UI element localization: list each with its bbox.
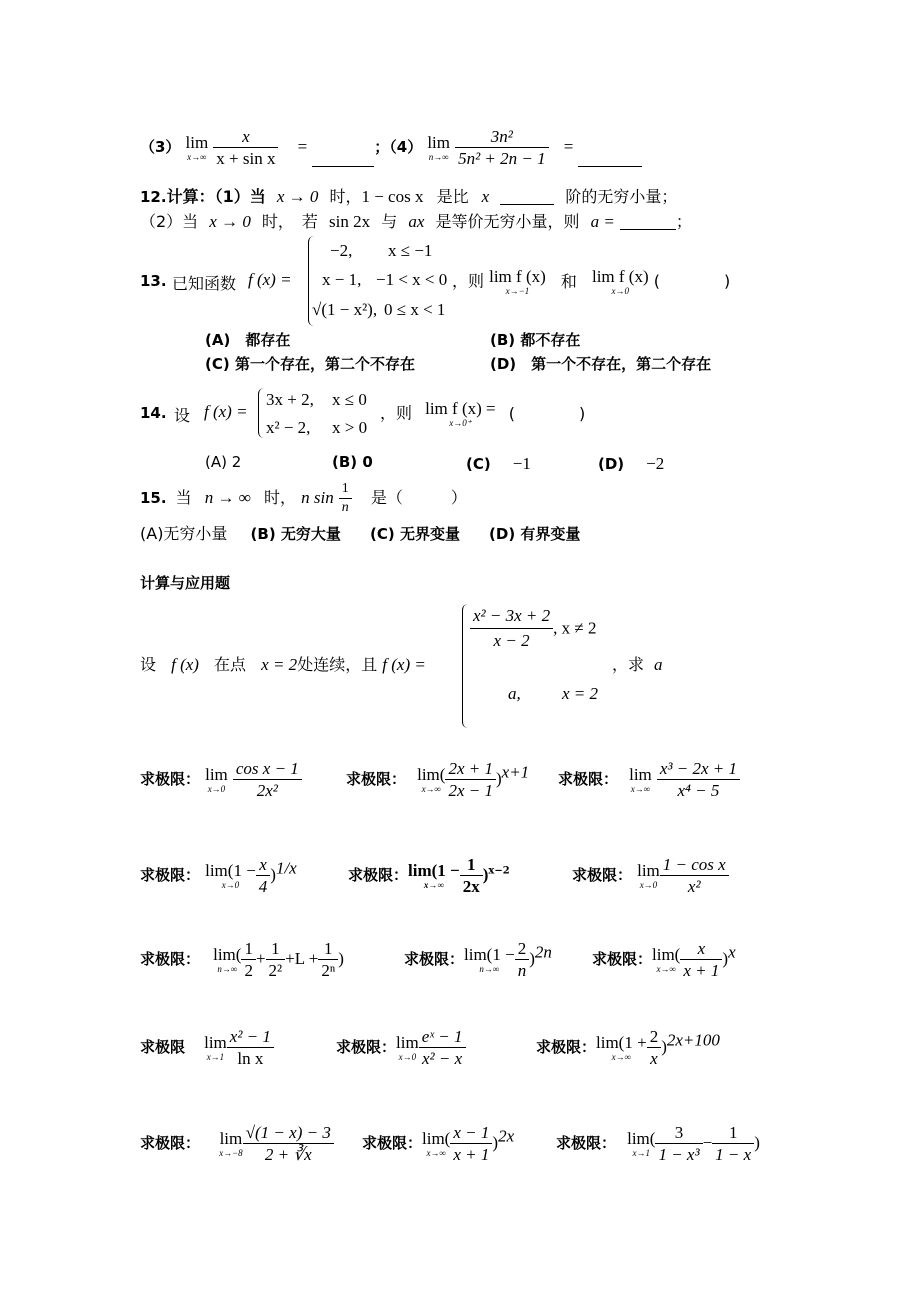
limit: lim x→0 [205,764,228,794]
fraction: $\frac{\text{3n²}}{\text{5n² + 2n − 1}}$ [455,128,549,167]
fraction: $\frac{\text{x² − 1}}{\text{ln x}}$ [227,1028,274,1067]
limit: lim n→∞ [427,132,450,162]
limit-problem: 求极限：lim x→0 $\frac{\text{eˣ − 1}}{\text{x² − x}}$ [336,1028,466,1067]
fraction: $\frac{1}{1 - x}$ [712,1124,754,1163]
fraction: $\frac{x - 1}{x + 1}$ [450,1124,492,1163]
continuity-question: 设 f (x) 在点 x = 2处连续，且 f (x) = [140,655,426,674]
q14-option-d[interactable]: (D) −2 [598,454,665,473]
q15-option-a[interactable]: (A)无穷小量 [140,524,228,543]
q15-options [140,526,580,542]
q13-option-b[interactable]: (B) 都不存在 [490,331,581,349]
limit: lim( x→∞ [652,944,681,974]
case-expr: √(1 − x²), [312,300,378,319]
limit-problem: 求极限： lim x→0 $\frac{\text{1 − cos x}}{\text{x²}}$ [572,856,729,895]
q14-question: ，则 lim f (x) = x→0⁺ ( ) [380,399,586,428]
q15-option-b[interactable]: (B) 无穷大量 [250,525,341,543]
fraction: $\frac{1}{n}$ [339,482,352,515]
answer-blank[interactable] [578,148,642,167]
q13-option-a[interactable]: (A) 都存在 [205,331,291,349]
limit-problem: 求极限： lim( x→∞ $\frac{2x + 1}{2x - 1}$ )$^{x+1}$ [346,759,530,800]
q15-option-d[interactable]: (D) 有界变量 [489,525,581,543]
case-cond: x = 2 [562,684,599,703]
q13-question: ，则 lim f (x) x→−1 和 lim f (x) x→0 ( ) [452,267,731,296]
q11-line: （3） lim x→∞ $\frac{x}{\text{x + sin x}}$ = ；（4） lim n→∞ $\frac{\text{3n²}}{\text{5n² + 2n − 1}}$ = [140,128,642,167]
continuity-case1: $\frac{\text{x² − 3x + 2}}{x - 2}$ , x ≠ 2 [470,606,596,651]
q15-line: 15. 当 n → ∞ 时， n sin $\frac{1}{n}$ 是（ ） [140,481,467,515]
q13-intro: 已知函数 [172,274,237,293]
q12-line2: （2）当 x → 0 时， 若 sin 2x 与 ax 是等价无穷小量，则 a = ； [140,212,692,231]
limit: lim x→∞ [629,764,652,794]
limit: lim(1 − n→∞ [464,944,515,974]
case-cond: x ≤ −1 [388,241,433,260]
fraction: $\frac{\text{cos x − 1}}{\text{2x²}}$ [233,760,302,799]
answer-blank[interactable] [620,213,676,230]
limit: lim x→∞ [185,132,209,162]
q14-option-c[interactable]: (C) −1 [466,454,531,473]
fraction: $\frac{1}{2x}$ [460,856,483,895]
limit-problem: 求极限： lim x→−8 $\frac{√(1 - x) - 3}{2 + ∛x}$ [140,1124,334,1163]
q13-option-c[interactable]: (C) 第一个存在，第二个不存在 [205,355,415,373]
limit-problem: 求极限：lim( x→∞ $\frac{x}{x + 1}$ )$^x$ [592,939,736,980]
q14-fx: f (x) = [204,402,248,421]
fraction: $\frac{1}{\text{2ⁿ}}$ [318,940,338,979]
fraction: $\frac{\text{x³ − 2x + 1}}{\text{x⁴ − 5}}$ [657,760,740,799]
limit-problem: 求极限： lim x→∞ $\frac{\text{x³ − 2x + 1}}{\text{x⁴ − 5}}$ [558,760,740,799]
limit-problem: 求极限：lim(1 − x→∞ $\frac{1}{2x}$ )$^{x-2}$ [348,855,510,896]
limit: lim( x→∞ [417,764,446,794]
limit-problem: 求极限： lim x→0 $\frac{\text{cos x − 1}}{\text{2x²}}$ [140,760,302,799]
case-expr: −2, [330,241,353,260]
fraction: $\frac{2}{x}$ [647,1028,662,1067]
limit: lim x→0 [396,1032,419,1062]
q13-option-d[interactable]: (D) 第一个不存在，第二个存在 [490,355,712,373]
q13-fx: f (x) = [248,270,292,289]
limit: lim f (x) = x→0⁺ [425,399,496,428]
fraction: $\frac{1}{2}$ [241,940,256,979]
limit: lim( n→∞ [213,944,242,974]
limit: lim(1 − x→∞ [408,860,460,890]
limit: lim x→1 [204,1032,227,1062]
q14-brace [258,388,266,438]
fraction: $\frac{\text{eˣ − 1}}{\text{x² − x}}$ [419,1028,466,1067]
case-expr: x² − 2, [266,418,311,437]
limit-problem: 求极限： lim( x→1 $\frac{3}{\text{1 − x³}}$ − $\frac{1}{1 - x}$ ) [556,1123,760,1164]
q14-intro: 设 [174,406,191,425]
fraction: $\frac{2x + 1}{2x - 1}$ [445,760,496,799]
limit-problem: 求极限：lim(1 + x→∞ $\frac{2}{x}$ )$^{2x+100}$ [536,1027,720,1068]
limit: lim(1 − x→0 [205,860,256,890]
q14-number: 14. [140,404,167,422]
limit: lim(1 + x→∞ [596,1032,647,1062]
fraction: $\frac{x}{4}$ [256,856,271,895]
q12-line1: 12.计算：（1）当 x → 0 时，1 − cos x 是比 x 阶的无穷小量； [140,187,678,206]
q14-option-a[interactable]: (A) 2 [205,453,242,471]
limit: lim( x→1 [627,1128,656,1158]
continuity-ask: ，求 a [612,655,663,674]
case-cond: x > 0 [332,418,368,437]
limit: lim x→0 [637,860,660,890]
fraction: $\frac{2}{n}$ [515,940,530,979]
limit-problem: 求极限 lim x→1 $\frac{\text{x² − 1}}{\text{ln x}}$ [140,1028,274,1067]
case-expr: 3x + 2, [266,390,314,409]
fraction: $\frac{√(1 - x) - 3}{2 + ∛x}$ [243,1124,334,1163]
fraction: $\frac{\text{x² − 3x + 2}}{x - 2}$ [470,606,553,651]
case-cond: −1 < x < 0 [376,270,448,289]
fraction: $\frac{3}{\text{1 − x³}}$ [655,1124,702,1163]
limit: lim f (x) x→−1 [489,267,546,296]
limit: lim f (x) x→0 [591,267,649,296]
limit-problem: 求极限： lim(1 − x→0 $\frac{x}{4}$ )$^{1/x}$ [140,855,297,896]
fraction: $\frac{1}{\text{2²}}$ [266,940,286,979]
q15-option-c[interactable]: (C) 无界变量 [370,525,460,543]
fraction: $\frac{x}{\text{x + sin x}}$ [213,128,278,167]
limit-problem: 求极限：lim( x→∞ $\frac{x - 1}{x + 1}$ )$^{2x}$ [362,1123,515,1164]
limit-problem: 求极限：lim(1 − n→∞ $\frac{2}{n}$ )$^{2n}$ [404,939,552,980]
q14-option-b[interactable]: (B) 0 [332,453,373,471]
section-title: 计算与应用题 [140,574,231,592]
limit: lim( x→∞ [422,1128,451,1158]
limit-problem: 求极限： lim( n→∞ $\frac{1}{2}$ + $\frac{1}{\text{2²}}$ +L + $\frac{1}{\text{2ⁿ}}$ ) [140,939,344,980]
answer-blank[interactable] [312,148,374,167]
case-expr: x − 1, [322,270,362,289]
limit: lim x→−8 [219,1128,243,1158]
case-cond: x ≤ 0 [332,390,367,409]
fraction: $\frac{\text{1 − cos x}}{\text{x²}}$ [660,856,729,895]
case-cond: 0 ≤ x < 1 [384,300,446,319]
case-expr: a, [508,684,521,703]
answer-blank[interactable] [500,188,554,205]
q13-number: 13. [140,272,167,290]
fraction: $\frac{x}{x + 1}$ [680,940,722,979]
